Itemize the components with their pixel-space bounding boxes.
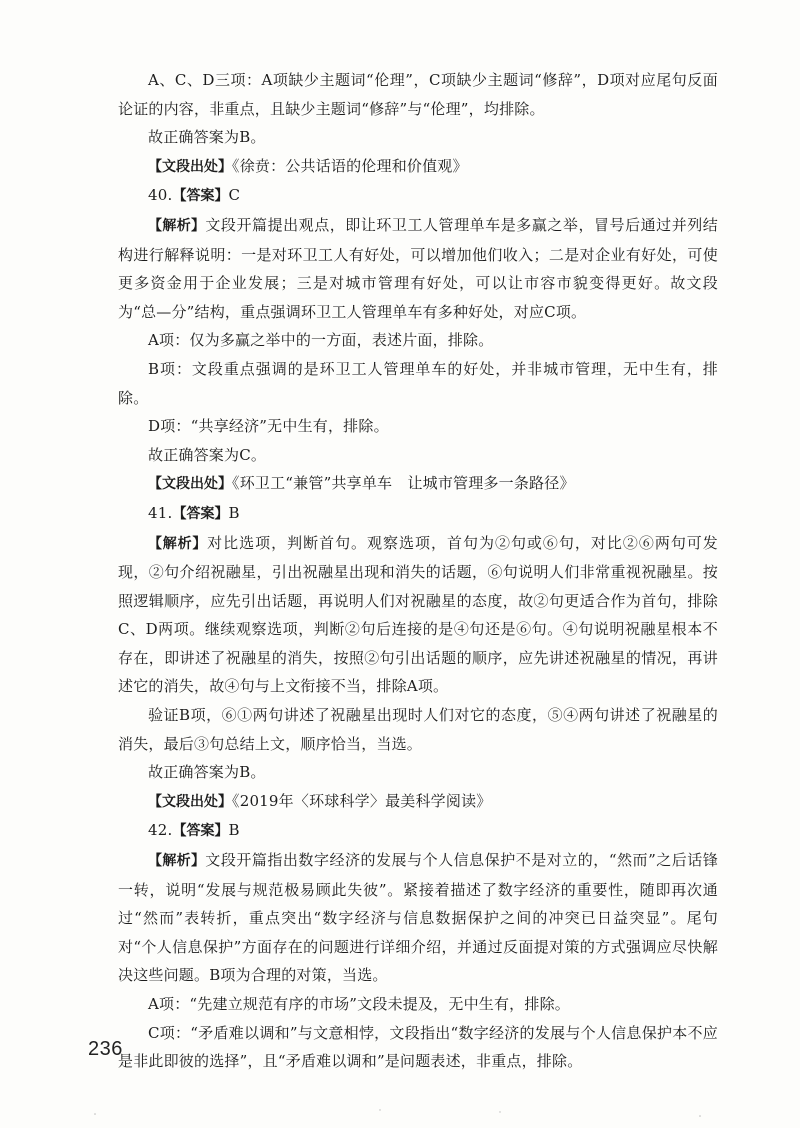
source-title: 《环卫工“兼管”共享单车 让城市管理多一条路径》 xyxy=(232,474,575,493)
option-a-42 xyxy=(118,990,718,1019)
answer-41 xyxy=(118,499,718,529)
verify-b-41 xyxy=(118,701,718,758)
analysis-text: 文段开篇指出数字经济的发展与个人信息保护不是对立的，“然而”之后话锋一转，说明“发展与规范极易顾此失彼”。紧接着描述了数字经济的重要性，随即再次通过“然而”表转折，重点突出“数字经济与信息数据保护之间的冲突已日益突显”。尾句对“个人信息保护”方面存在的问题进行详细介绍，并通过反面提对策的方式强调应尽快解决这些问题。B项为合理的对策，当选。 xyxy=(118,851,719,985)
scan-noise-decoration xyxy=(0,1100,800,1128)
answer-value: B xyxy=(228,821,240,840)
source-title: 《2019年〈环球科学〉最美科学阅读》 xyxy=(232,791,492,810)
source-title: 《徐贲：公共话语的伦理和价值观》 xyxy=(232,156,468,175)
paragraph-text: 故正确答案为B。 xyxy=(148,763,266,782)
paragraph-text: A项：仅为多赢之举中的一方面，表述片面，排除。 xyxy=(148,331,494,350)
answer-label: 【答案】 xyxy=(172,188,229,205)
source-41 xyxy=(118,787,718,817)
paragraph-text: C项：“矛盾难以调和”与文意相悖，文段指出“数字经济的发展与个人信息保护本不应是非此即彼的选择”，且“矛盾难以调和”是问题表述，非重点，排除。 xyxy=(118,1023,718,1071)
paragraph-text: B项：文段重点强调的是环卫工人管理单车的好处，并非城市管理，无中生有，排除。 xyxy=(118,359,718,407)
source-label: 【文段出处】 xyxy=(148,793,232,810)
answer-42 xyxy=(118,816,718,846)
page-body xyxy=(118,66,718,1076)
question-number: 42. xyxy=(148,821,173,840)
analysis-label: 【解析】 xyxy=(148,853,206,870)
page-number: 236 xyxy=(88,1038,123,1060)
paragraph-conclusion-40 xyxy=(118,441,718,470)
question-number: 41. xyxy=(148,503,173,522)
paragraph-text: 故正确答案为B。 xyxy=(148,128,266,147)
analysis-42 xyxy=(118,846,718,990)
analysis-41 xyxy=(118,529,718,702)
source-label: 【文段出处】 xyxy=(148,158,232,175)
source-40 xyxy=(118,469,718,499)
paragraph-conclusion-41 xyxy=(118,758,718,787)
option-b-40 xyxy=(118,355,718,412)
paragraph-acd-analysis xyxy=(118,66,718,123)
option-d-40 xyxy=(118,412,718,441)
option-c-42 xyxy=(118,1019,718,1076)
answer-value: C xyxy=(228,186,241,205)
answer-label: 【答案】 xyxy=(172,505,229,522)
analysis-40 xyxy=(118,211,718,326)
source-39 xyxy=(118,152,718,182)
analysis-text: 文段开篇提出观点，即让环卫工人管理单车是多赢之举，冒号后通过并列结构进行解释说明：一是对环卫工人有好处，可以增加他们收入；二是对企业有好处，可使更多资金用于企业发展；三是对城市管理有好处，可以让市容市貌变得更好。故文段为“总—分”结构，重点强调环卫工人管理单车有多种好处，对应C项。 xyxy=(118,215,719,321)
paragraph-text: 故正确答案为C。 xyxy=(148,445,267,464)
question-number: 40. xyxy=(148,186,173,205)
analysis-text: 对比选项，判断首句。观察选项，首句为②句或⑥句，对比②⑥两句可发现，②句介绍祝融星，引出祝融星出现和消失的话题，⑥句说明人们非常重视祝融星。按照逻辑顺序，应先引出话题，再说明人们对祝融星的态度，故②句更适合作为首句，排除C、D两项。继续观察选项，判断②句后连接的是④句还是⑥句。④句说明祝融星根本不存在，即讲述了祝融星的消失，按照②句引出话题的顺序，应先讲述祝融星的情况，再讲述它的消失，故④句与上文衔接不当，排除A项。 xyxy=(118,533,718,696)
paragraph-text: A项：“先建立规范有序的市场”文段未提及，无中生有，排除。 xyxy=(148,995,570,1013)
answer-label: 【答案】 xyxy=(172,823,229,840)
answer-40 xyxy=(118,181,718,211)
source-label: 【文段出处】 xyxy=(148,476,232,493)
paragraph-text: D项：“共享经济”无中生有，排除。 xyxy=(148,417,389,436)
paragraph-text: 验证B项，⑥①两句讲述了祝融星出现时人们对它的态度，⑤④两句讲述了祝融星的消失，最后③句总结上文，顺序恰当，当选。 xyxy=(118,706,718,753)
paragraph-conclusion-39 xyxy=(118,123,718,152)
option-a-40 xyxy=(118,326,718,355)
paragraph-text: A、C、D三项：A项缺少主题词“伦理”，C项缺少主题词“修辞”，D项对应尾句反面论证的内容，非重点，且缺少主题词“修辞”与“伦理”，均排除。 xyxy=(118,71,718,118)
analysis-label: 【解析】 xyxy=(148,217,206,234)
analysis-label: 【解析】 xyxy=(148,535,208,552)
answer-value: B xyxy=(228,503,240,522)
